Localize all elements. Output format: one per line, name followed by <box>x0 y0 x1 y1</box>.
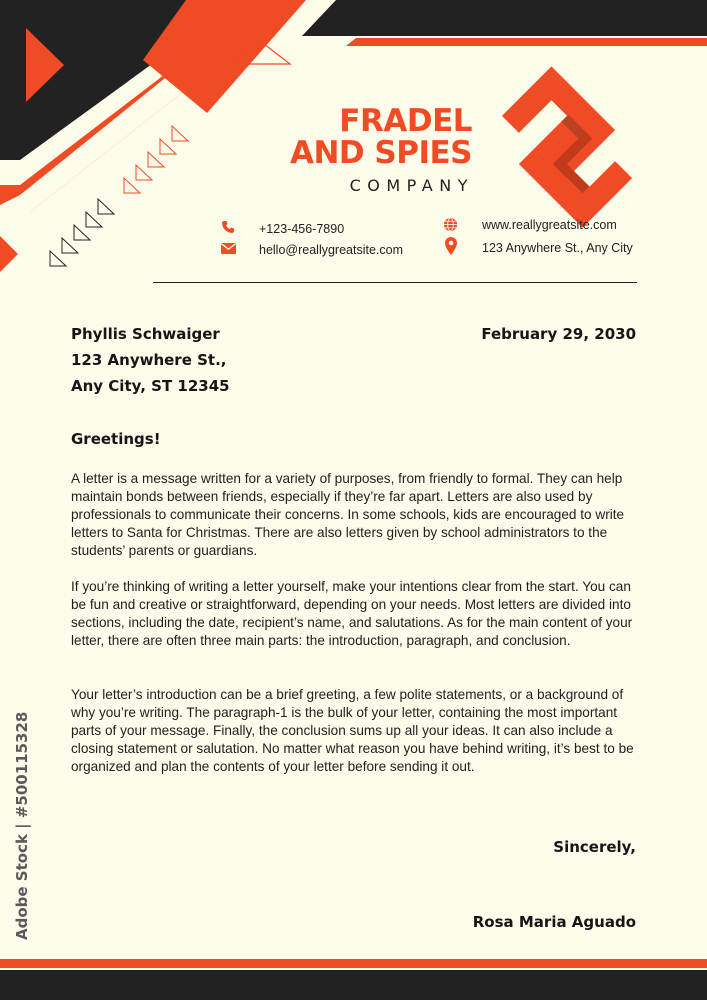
recipient-name: Phyllis Schwaiger <box>71 325 220 343</box>
closing: Sincerely, <box>553 838 636 856</box>
location-pin-icon <box>445 237 457 255</box>
body-paragraph-2: If you’re thinking of writing a letter yourself, make your intentions clear from the start. You can be fun and creative or straightforward, depending on your needs. Most letters are divided into sections, including the date, recipient’s name, and salutations. As for the main content of your letter, there are often three main parts: the introduction, paragraph, and conclusion. <box>71 579 633 648</box>
phone-icon <box>221 220 235 234</box>
email-icon <box>221 243 236 254</box>
body-paragraph-3: Your letter’s introduction can be a brief greeting, a few polite statements, or a background of why you’re writing. The paragraph-1 is the bulk of your letter, containing the most important parts of your message. Finally, the conclusion sums up all your ideas. It can also include a closing statement or salutation. No matter what reason you have behind writing, it’s best to be organized and plan the contents of your letter before sending it out. <box>71 687 634 774</box>
company-address: 123 Anywhere St., Any City <box>482 241 633 255</box>
globe-icon <box>443 217 458 232</box>
company-logo <box>486 66 647 227</box>
phone-number: +123-456-7890 <box>259 222 345 236</box>
letter-date: February 29, 2030 <box>481 325 636 343</box>
recipient-city: Any City, ST 12345 <box>71 377 230 395</box>
recipient-street: 123 Anywhere St., <box>71 351 227 369</box>
stock-watermark-id: Adobe Stock | #500115328 <box>13 711 31 940</box>
email-address: hello@reallygreatsite.com <box>259 243 404 257</box>
header-divider <box>153 282 637 283</box>
company-name-line2: AND SPIES <box>289 135 472 171</box>
greeting: Greetings! <box>71 430 161 448</box>
body-paragraph-1: A letter is a message written for a variety of purposes, from friendly to formal. They can help maintain bonds between friends, especially if they’re far apart. Letters are also used by professionals to communicate their concerns. In some schools, kids are encouraged to write letters to Santa for Christmas. There are also letters given by school administrators to the students’ parents or guardians. <box>71 471 625 558</box>
footer-decoration <box>0 950 707 1000</box>
company-name-line1: FRADEL <box>339 103 472 139</box>
company-subtitle: COMPANY <box>349 176 474 195</box>
signature-name: Rosa Maria Aguado <box>472 913 636 931</box>
website: www.reallygreatsite.com <box>482 218 617 232</box>
